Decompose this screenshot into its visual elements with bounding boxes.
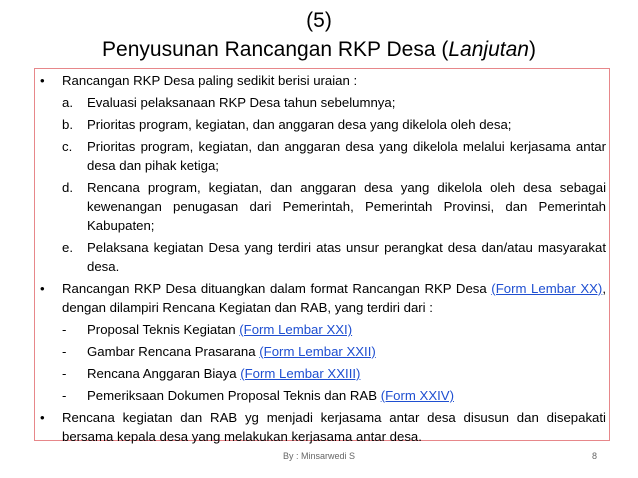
- title-main: Penyusunan Rancangan RKP Desa (: [102, 38, 449, 61]
- dash-item-text: [87, 386, 606, 405]
- sub-item-text: Prioritas program, kegiatan, dan anggaran desa yang dikelola oleh desa;: [87, 117, 512, 132]
- dash-item-text: [87, 342, 606, 361]
- sub-item-marker: a.: [62, 95, 73, 110]
- page-number: 8: [592, 451, 598, 461]
- dash-item-1: [38, 320, 606, 339]
- bullet-1-text: Rancangan RKP Desa paling sedikit berisi uraian :: [62, 73, 358, 88]
- sub-item-b: [38, 115, 606, 134]
- sub-item-text: Evaluasi pelaksanaan RKP Desa tahun sebelumnya;: [87, 95, 396, 110]
- dash-item-label: Proposal Teknis Kegiatan: [87, 322, 240, 337]
- form-lembar-xxii-link[interactable]: (Form Lembar XXII): [259, 344, 376, 359]
- bullet-marker: •: [40, 410, 45, 425]
- sub-item-d: [38, 178, 606, 235]
- title-italic: Lanjutan: [448, 38, 529, 61]
- bullet-2-text-before: Rancangan RKP Desa dituangkan dalam format Rancangan RKP Desa: [62, 281, 492, 296]
- sub-item-text: Pelaksana kegiatan Desa yang terdiri atas unsur perangkat desa dan/atau masyarakat desa.: [87, 240, 606, 274]
- sub-item-c: [38, 137, 606, 175]
- dash-item-4: [38, 386, 606, 405]
- bullet-1: [38, 71, 606, 90]
- dash-marker: -: [62, 322, 67, 337]
- slide-title: [0, 37, 638, 63]
- sub-item-e: [38, 238, 606, 276]
- sub-item-marker: d.: [62, 180, 73, 195]
- dash-marker: -: [62, 388, 67, 403]
- sub-item-text: Prioritas program, kegiatan, dan anggaran desa yang dikelola melalui kerjasama antar desa dan pihak ketiga;: [87, 139, 606, 173]
- dash-item-3: [38, 364, 606, 383]
- form-lembar-xxi-link[interactable]: (Form Lembar XXI): [239, 322, 353, 337]
- sub-item-marker: b.: [62, 117, 73, 132]
- bullet-3: [38, 408, 606, 446]
- bullet-2: [38, 279, 606, 317]
- slide-number: (5): [306, 9, 332, 32]
- form-lembar-xx-link[interactable]: (Form Lembar XX): [491, 281, 603, 296]
- title-end: ): [528, 38, 536, 61]
- dash-item-text: [87, 364, 606, 383]
- sub-item-marker: e.: [62, 240, 73, 255]
- footer-author: By : Minsarwedi S: [282, 451, 356, 461]
- dash-item-label: Pemeriksaan Dokumen Proposal Teknis dan RAB: [87, 388, 381, 403]
- bullet-2-text: [62, 279, 606, 317]
- form-xxiv-link[interactable]: (Form XXIV): [380, 388, 454, 403]
- dash-item-label: Gambar Rencana Prasarana: [87, 344, 260, 359]
- dash-item-label: Rencana Anggaran Biaya: [87, 366, 241, 381]
- dash-marker: -: [62, 366, 67, 381]
- sub-item-text: Rencana program, kegiatan, dan anggaran desa yang dikelola oleh desa sebagai kewenangan penugasan dari Pemerintah, Pemerintah Provinsi, dan Pemerintah Kabupaten;: [87, 180, 606, 233]
- sub-item-marker: c.: [62, 139, 73, 154]
- form-lembar-xxiii-link[interactable]: (Form Lembar XXIII): [240, 366, 361, 381]
- dash-item-text: [87, 320, 606, 339]
- bullet-3-text: Rencana kegiatan dan RAB yg menjadi kerjasama antar desa disusun dan disepakati bersama kepala desa yang melakukan kerjasama antar desa.: [62, 410, 606, 444]
- sub-item-a: [38, 93, 606, 112]
- content-area: [38, 71, 606, 446]
- dash-item-2: [38, 342, 606, 361]
- bullet-marker: •: [40, 281, 45, 296]
- bullet-marker: •: [40, 73, 45, 88]
- bullet-2-text-after: , dengan dilampiri Rencana Kegiatan dan RAB, yang terdiri dari :: [62, 281, 606, 315]
- dash-marker: -: [62, 344, 67, 359]
